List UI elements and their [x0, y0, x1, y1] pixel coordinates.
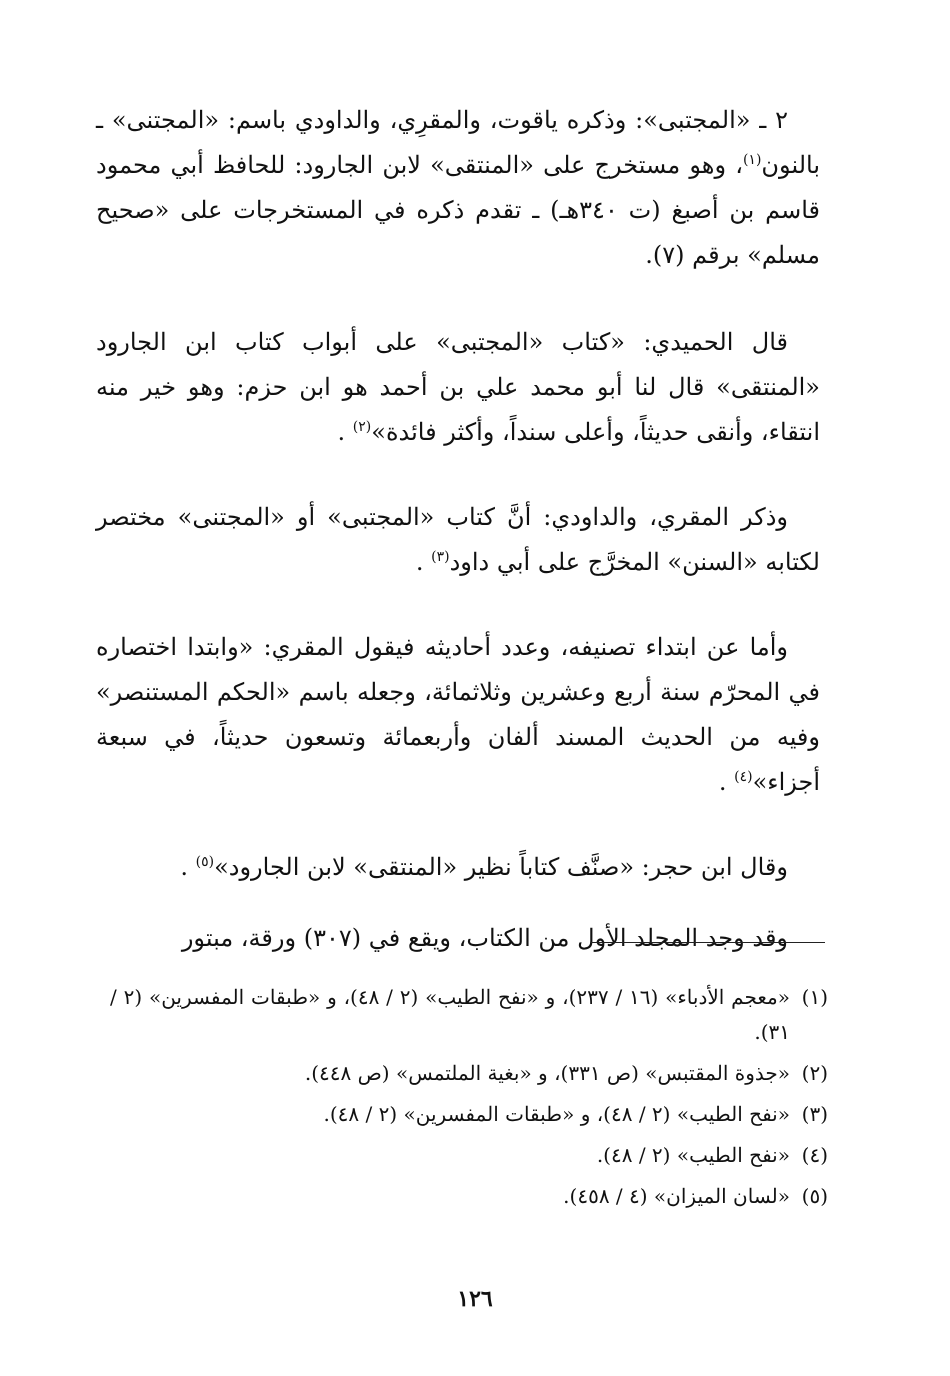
footnote-text: «نفح الطيب» (٢ / ٤٨). [596, 1143, 790, 1167]
period: . [337, 418, 353, 446]
paragraph-composition [96, 625, 820, 805]
paragraph-ibn-hajar [96, 845, 820, 890]
paragraph-maqqari-dawudi [96, 495, 820, 585]
footnote-2 [110, 1056, 828, 1091]
period: . [180, 853, 196, 881]
paragraph-text: وقال ابن حجر: «صنَّف كتاباً نظير «المنتقى» لابن الجارود» [214, 853, 788, 881]
footnote-number: (٥) [801, 1184, 828, 1208]
paragraph-mujtaba [96, 98, 820, 278]
footnote-text: «نفح الطيب» (٢ / ٤٨)، و «طبقات المفسرين» (٢ / ٤٨). [323, 1102, 790, 1126]
footnote-ref-1[interactable]: (١) [742, 152, 762, 168]
paragraph-text: وقد وجد المجلد الأول من الكتاب، ويقع في (٣٠٧) ورقة، مبتور [181, 924, 788, 952]
period: . [718, 768, 735, 796]
footnote-3 [110, 1097, 828, 1132]
paragraph-text: وأما عن ابتداء تصنيفه، وعدد أحاديثه فيقول المقري: «وابتدا اختصاره في المحرّم سنة أربع وعشرين وثلاثمائة، وجعله باسم «الحكم المستنصر» وفيه من الحديث المسند ألفان وأربعمائة وتسعون حديثاً، في سبعة أجزاء» [96, 633, 820, 796]
footnote-text: «معجم الأدباء» (١٦ / ٢٣٧)، و «نفح الطيب» (٢ / ٤٨)، و «طبقات المفسرين» (٢ / ٣١). [110, 985, 790, 1044]
footnote-ref-5[interactable]: (٥) [195, 854, 215, 870]
footnote-ref-2[interactable]: (٢) [352, 419, 372, 435]
footnote-number: (١) [801, 985, 828, 1009]
footnote-1 [110, 980, 828, 1050]
page-number: ١٢٦ [457, 1286, 493, 1312]
footnote-text: «جذوة المقتبس» (ص ٣٣١)، و «بغية الملتمس» (ص ٤٤٨). [304, 1061, 790, 1085]
footnote-number: (٢) [801, 1061, 828, 1085]
footnote-5 [110, 1179, 828, 1214]
footnote-number: (٣) [801, 1102, 828, 1126]
footnote-separator [591, 942, 825, 943]
paragraph-manuscript [96, 916, 820, 961]
period: . [415, 548, 432, 576]
paragraph-humaydi [96, 320, 820, 455]
footnote-ref-4[interactable]: (٤) [734, 769, 753, 785]
paragraph-text: قال الحميدي: «كتاب «المجتبى» على أبواب كتاب ابن الجارود «المنتقى» قال لنا أبو محمد علي بن أحمد هو ابن حزم: وهو خير منه انتقاء، وأنقى حديثاً، وأعلى سنداً، وأكثر فائدة» [96, 328, 820, 446]
main-text [96, 98, 820, 961]
footnote-4 [110, 1138, 828, 1173]
paragraph-text: ٢ ـ «المجتبى»: وذكره ياقوت، والمقرِي، والداودي باسم: «المجتنى» ـ بالنون [96, 106, 820, 179]
paragraph-text: ، وهو مستخرج على «المنتقى» لابن الجارود: للحافظ أبي محمود قاسم بن أصبغ (ت ٣٤٠هـ) ـ تقدم ذكره في المستخرجات على «صحيح مسلم» برقم (٧). [96, 151, 820, 269]
paragraph-text: وذكر المقري، والداودي: أنَّ كتاب «المجتبى» أو «المجتنى» مختصر لكتابه «السنن» المخرَّج على أبي داود [96, 503, 820, 576]
footnote-ref-3[interactable]: (٣) [431, 549, 450, 565]
footnote-number: (٤) [801, 1143, 828, 1167]
footnote-text: «لسان الميزان» (٤ / ٤٥٨). [563, 1184, 790, 1208]
footnotes [110, 980, 828, 1220]
